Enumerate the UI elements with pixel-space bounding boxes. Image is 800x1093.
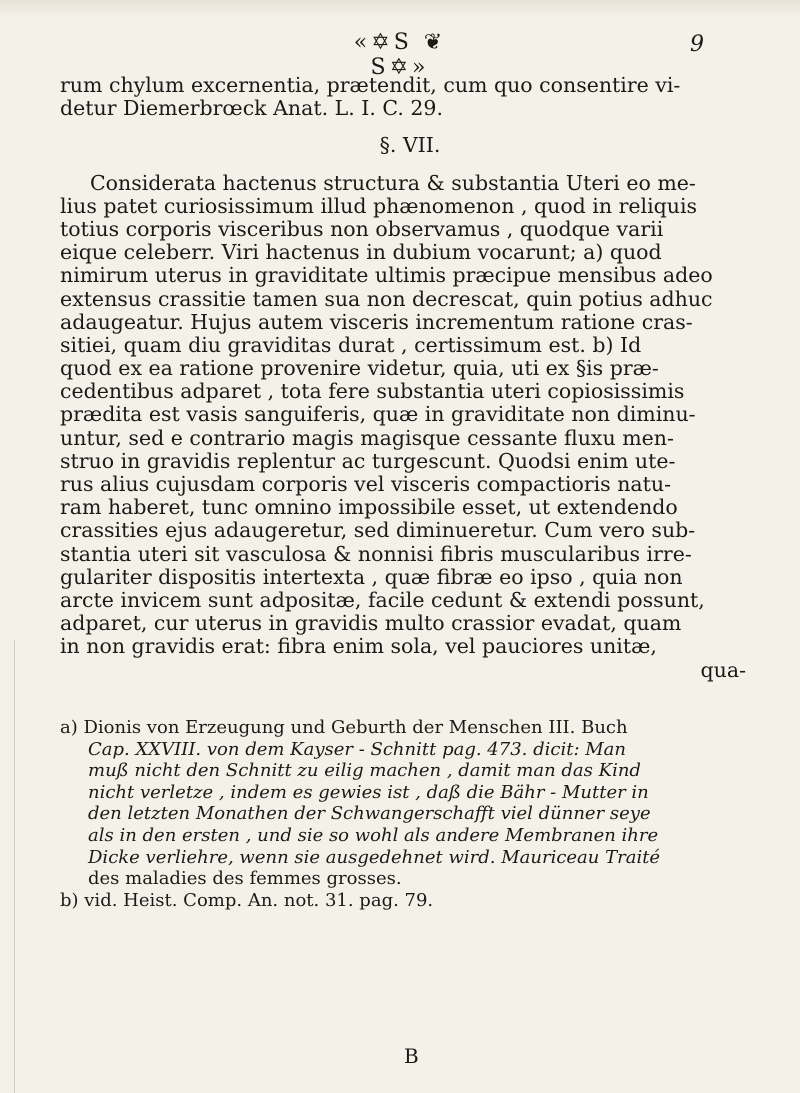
footnote-a-line: muß nicht den Schnitt zu eilig machen , damit man das Kind xyxy=(88,760,641,782)
text-line: adaugeatur. Hujus autem visceris incrementum ratione cras- xyxy=(60,309,693,334)
text-line: Considerata hactenus structura & substantia Uteri eo me- xyxy=(90,170,696,195)
footnote-a-line: a) Dionis von Erzeugung und Geburth der Menschen III. Buch xyxy=(60,717,628,738)
footnote-a-line: Dicke verliehre, wenn sie ausgedehnet wird. Mauriceau Traité xyxy=(88,846,661,868)
text-line: sitiei, quam diu graviditas durat , certissimum est. b) Id xyxy=(60,332,642,357)
text-line: stantia uteri sit vasculosa & nonnisi fibris muscularibus irre- xyxy=(60,541,692,566)
footnote-a-line: des maladies des femmes grosses. xyxy=(88,868,402,890)
footnotes xyxy=(60,717,760,911)
text-line: rus alius cujusdam corporis vel visceris compactioris natu- xyxy=(60,472,672,496)
text-line: eique celeberr. Viri hactenus in dubium vocarunt; a) quod xyxy=(60,240,662,265)
footnote-a-line: den letzten Monathen der Schwangerschafft viel dünner seye xyxy=(88,803,651,825)
text-line: nimirum uterus in graviditate ultimis præcipue mensibus adeo xyxy=(60,263,713,288)
text-line: untur, sed e contrario magis magisque cessante fluxu men- xyxy=(60,425,674,450)
page-number: 9 xyxy=(690,32,704,57)
main-text xyxy=(60,74,760,682)
binding-edge xyxy=(0,640,15,1093)
text-line: in non gravidis erat: fibra enim sola, vel pauciores unitæ, xyxy=(60,634,657,659)
text-line: struo in gravidis replentur ac turgescunt. Quodsi enim ute- xyxy=(60,448,676,473)
footnote-a-line: Cap. XXVIII. von dem Kayser - Schnitt pag. 473. dicit: Man xyxy=(88,738,626,760)
text-line: gulariter dispositis intertexta , quæ fibræ eo ipso , quia non xyxy=(60,564,683,589)
section-heading: §. VII. xyxy=(379,133,441,158)
footnote-b: b) vid. Heist. Comp. An. not. 31. pag. 79. xyxy=(60,889,434,911)
text-line: detur Diemerbrœck Anat. L. I. C. 29. xyxy=(60,96,443,121)
page-header xyxy=(0,30,800,80)
footnote-a-line: als in den ersten , und sie so wohl als andere Membranen ihre xyxy=(88,824,659,846)
text-line: ram haberet, tunc omnino impossibile esset, ut extendendo xyxy=(60,495,678,520)
catchword: qua- xyxy=(700,657,746,682)
text-line: prædita est vasis sanguiferis, quæ in graviditate non diminu- xyxy=(60,402,696,427)
text-line: totius corporis visceribus non observamus , quodque varii xyxy=(60,216,664,241)
text-line: adparet, cur uterus in gravidis multo crassior evadat, quam xyxy=(60,611,682,636)
paper-edge-stain xyxy=(0,0,800,18)
text-line: extensus crassitie tamen sua non decrescat, quin potius adhuc xyxy=(60,286,713,311)
header-ornament: «✡S ❦ S✡» xyxy=(353,30,447,80)
text-line: cedentibus adparet , tota fere substantia uteri copiosissimis xyxy=(60,379,685,404)
signature-mark: B xyxy=(404,1044,419,1068)
footnote-a-line: nicht verletze , indem es gewies ist , daß die Bähr - Mutter in xyxy=(88,781,649,803)
text-line: lius patet curiosissimum illud phænomenon , quod in reliquis xyxy=(60,193,698,218)
text-line: crassities ejus adaugeretur, sed diminueretur. Cum vero sub- xyxy=(60,518,696,543)
text-line: quod ex ea ratione provenire videtur, quia, uti ex §is præ- xyxy=(60,356,659,381)
text-line: rum chylum excernentia, prætendit, cum quo consentire vi- xyxy=(60,73,681,97)
text-line: arcte invicem sunt adpositæ, facile cedunt & extendi possunt, xyxy=(60,587,705,612)
